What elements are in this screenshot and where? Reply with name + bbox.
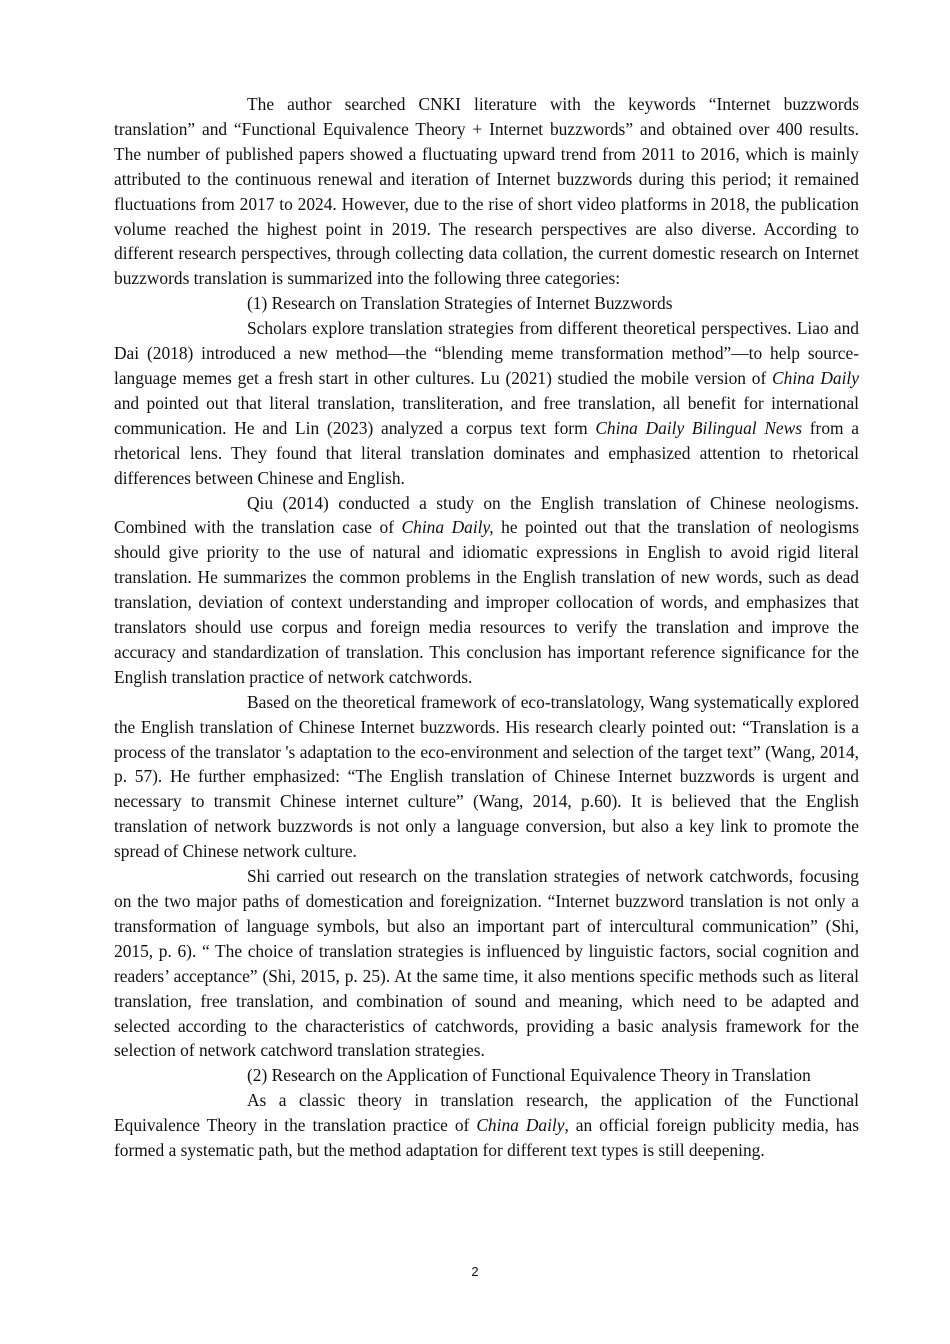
publication-title: China Daily Bilingual News xyxy=(595,417,803,438)
publication-title: China Daily xyxy=(476,1115,565,1136)
heading-text: (2) Research on the Application of Functional Equivalence Theory in Translation xyxy=(247,1065,811,1086)
paragraph-cnki-overview xyxy=(114,92,859,291)
publication-title: China Daily, xyxy=(401,517,494,538)
paragraph-qiu-neologisms xyxy=(114,491,859,690)
body-text xyxy=(114,92,859,1163)
text-segment: Based on the theoretical framework of eco-translatology, Wang systematically explored the English translation of Chinese Internet buzzwords. His research clearly pointed out: “Translation is a process of the translator 's adaptation to the eco-environment and selection of the target text” (Wang, 2014, p. 57). He further emphasized: “The English translation of Chinese Internet buzzwords is urgent and necessary to transmit Chinese internet culture” (Wang, 2014, p.60). It is believed that the English translation of network buzzwords is not only a language conversion, but also a key link to promote the spread of Chinese network culture. xyxy=(114,691,859,862)
text-segment: and pointed out that literal translation, transliteration, and free translation, all benefit for international communication. He and Lin (2023) analyzed a corpus text form xyxy=(114,392,859,438)
paragraph-wang-eco-translatology xyxy=(114,690,859,864)
text-segment: he pointed out that the translation of neologisms should give priority to the use of natural and idiomatic expressions in English to avoid rigid literal translation. He summarizes the common problems in the English translation of new words, such as dead translation, deviation of context understanding and improper collocation of words, and emphasizes that translators should use corpus and foreign media resources to verify the translation and improve the accuracy and standardization of translation. This conclusion has important reference significance for the English translation practice of network catchwords. xyxy=(114,517,859,687)
paragraph-translation-strategies xyxy=(114,316,859,490)
paragraph-functional-equivalence xyxy=(114,1088,859,1163)
text-segment: , an official foreign publicity media, has formed a systematic path, but the method adaptation for different text types is still deepening. xyxy=(114,1115,859,1161)
page-number: 2 xyxy=(471,1264,479,1279)
text-segment: Shi carried out research on the translation strategies of network catchwords, focusing on the two major paths of domestication and foreignization. “Internet buzzword translation is not only a transformation of language symbols, but also an important part of intercultural communication” (Shi, 2015, p. 6). “ The choice of translation strategies is influenced by linguistic factors, social cognition and readers’ acceptance” (Shi, 2015, p. 25). At the same time, it also mentions specific methods such as literal translation, free translation, and combination of sound and meaning, which need to be adapted and selected according to the characteristics of catchwords, providing a basic analysis framework for the selection of network catchword translation strategies. xyxy=(114,866,859,1061)
text-segment: The author searched CNKI literature with the keywords “Internet buzzwords translation” and “Functional Equivalence Theory + Internet buzzwords” and obtained over 400 results. The number of published papers showed a fluctuating upward trend from 2011 to 2016, which is mainly attributed to the continuous renewal and iteration of Internet buzzwords during this period; it remained fluctuations from 2017 to 2024. However, due to the rise of short video platforms in 2018, the publication volume reached the highest point in 2019. The research perspectives are also diverse. According to different research perspectives, through collecting data collation, the current domestic research on Internet buzzwords translation is summarized into the following three categories: xyxy=(114,94,859,289)
text-segment: from a rhetorical lens. They found that literal translation dominates and emphasized attention to rhetorical differences between Chinese and English. xyxy=(114,417,859,488)
text-segment: As a classic theory in translation research, the application of the Functional Equivalence Theory in the translation practice of xyxy=(114,1090,859,1136)
text-segment: Qiu (2014) conducted a study on the English translation of Chinese neologisms. Combined with the translation case of xyxy=(114,492,859,538)
text-segment: Scholars explore translation strategies from different theoretical perspectives. Liao and Dai (2018) introduced a new method—the “blending meme transformation method”—to help source-language memes get a fresh start in other cultures. Lu (2021) studied the mobile version of xyxy=(114,318,859,388)
publication-title: China Daily xyxy=(772,367,859,388)
section-heading-translation-strategies xyxy=(114,291,859,316)
section-heading-functional-equivalence xyxy=(114,1063,859,1088)
paragraph-shi-catchwords xyxy=(114,864,859,1063)
heading-text: (1) Research on Translation Strategies of Internet Buzzwords xyxy=(247,293,673,314)
